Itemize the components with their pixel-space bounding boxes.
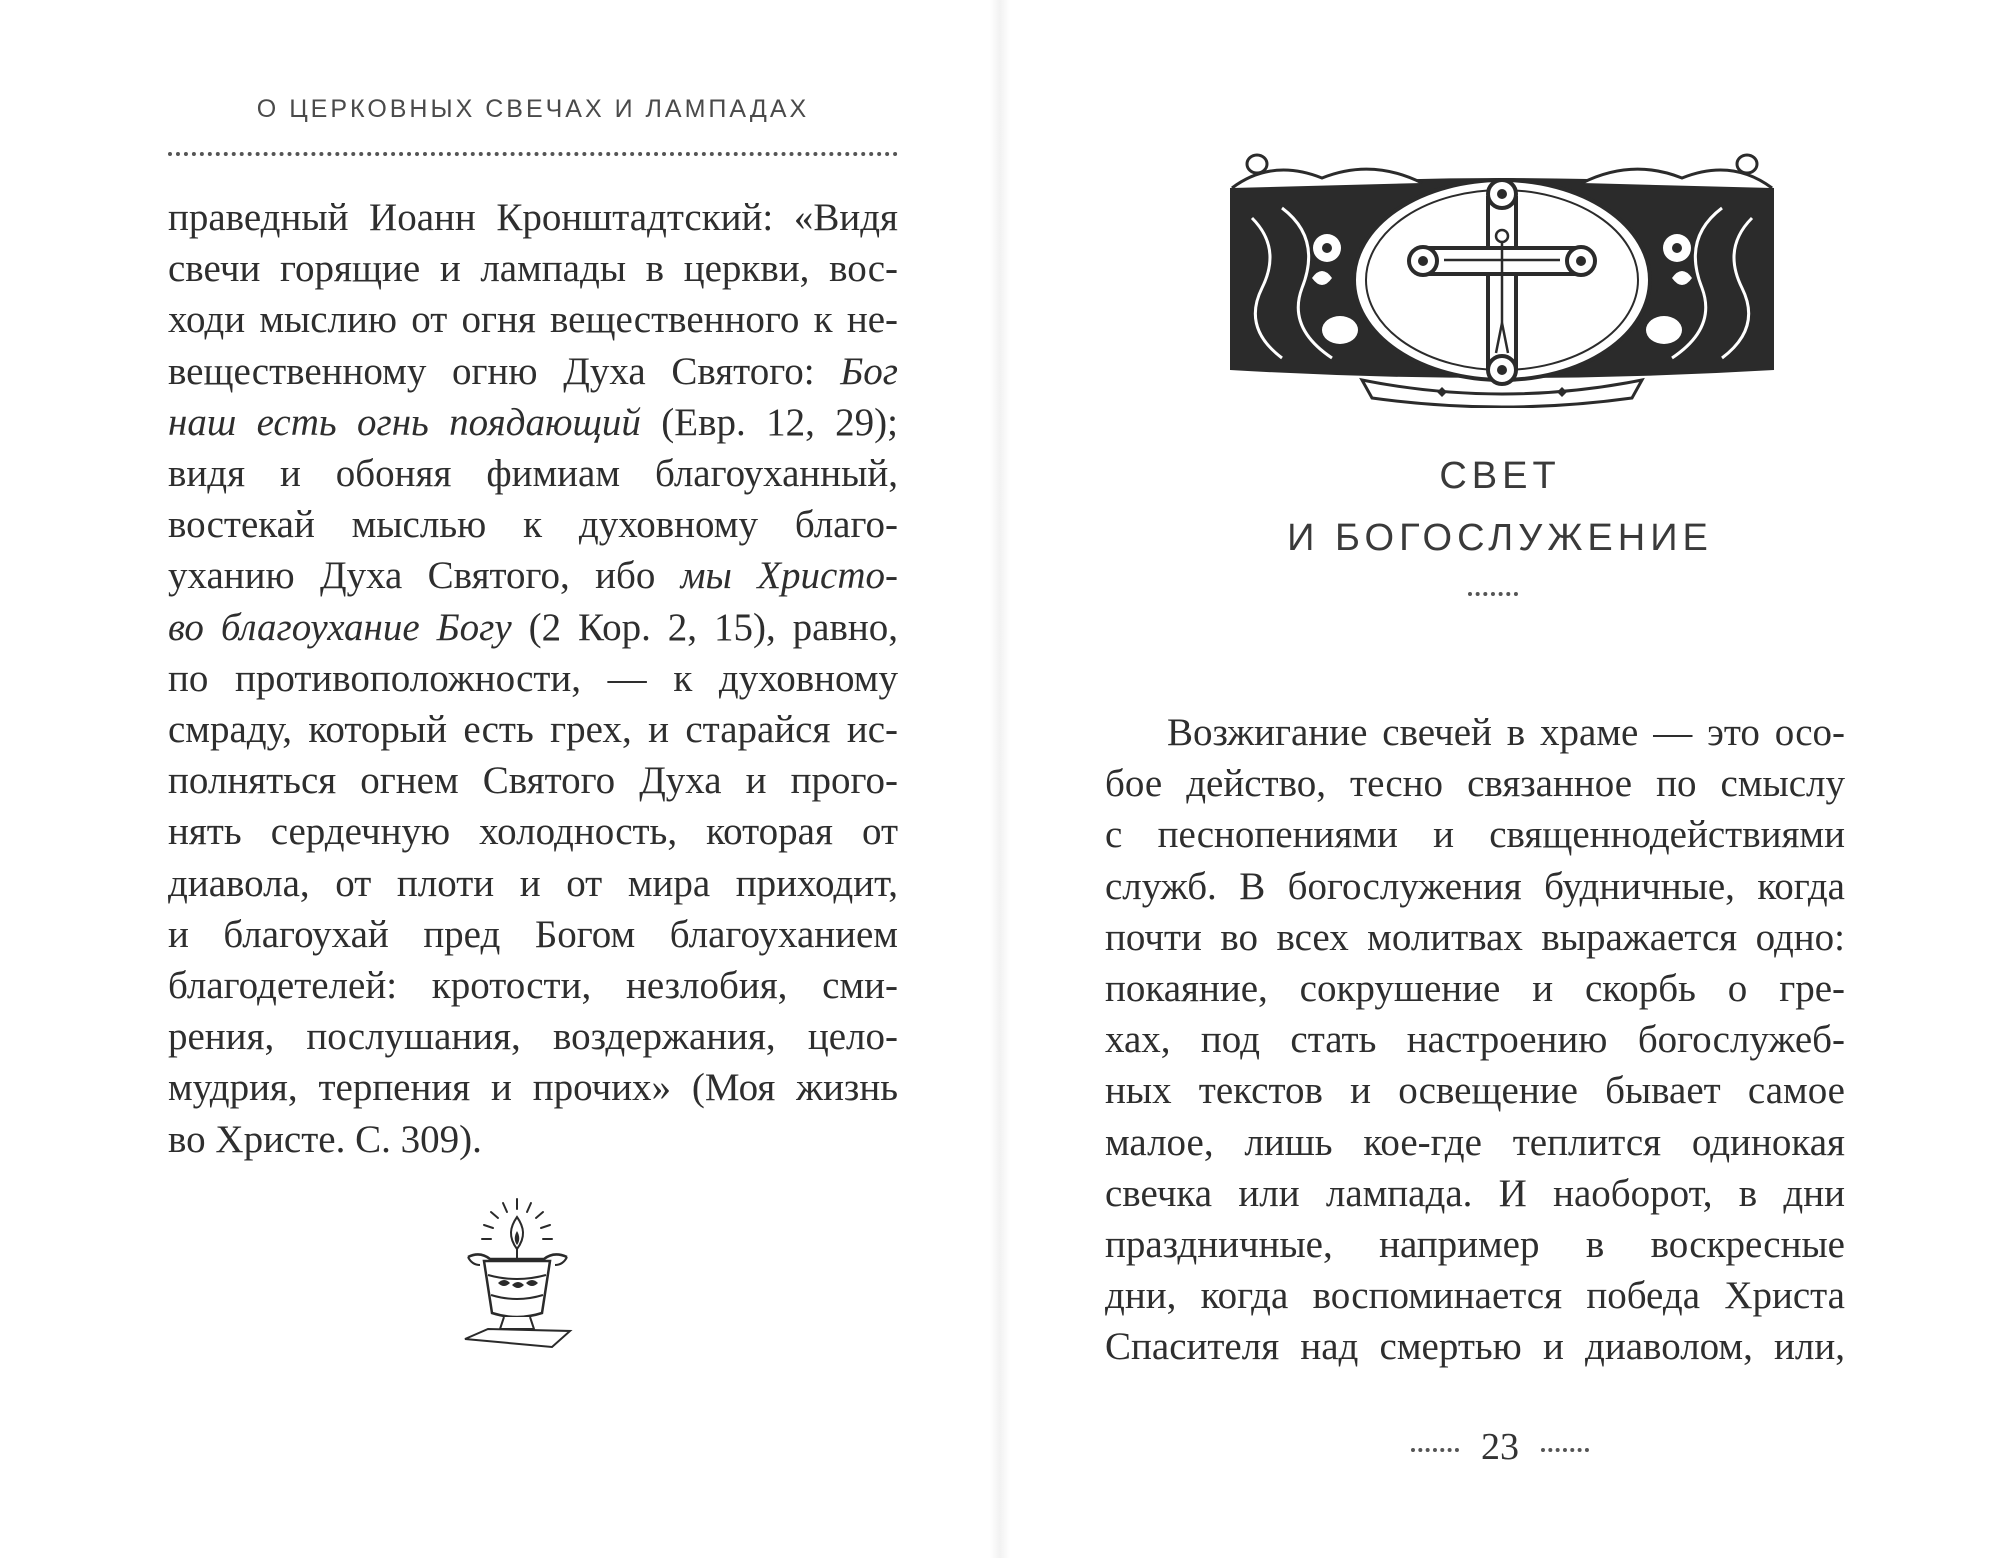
- text-line: свечи горящие и лампады в церкви, вос-: [168, 247, 898, 291]
- text-line: малое, лишь кое-где теплится одинокая: [1105, 1120, 1845, 1164]
- text-line: дни, когда воспоминается победа Христа: [1105, 1274, 1845, 1318]
- text-line: покаяние, сокрушение и скорбь о гре-: [1105, 967, 1845, 1011]
- text-line: уханию Духа Святого, ибо мы Христо-: [168, 554, 898, 598]
- italic-quote: Бог: [840, 349, 898, 393]
- left-page-text: [168, 192, 898, 1165]
- text-line: Спасителя над смертью и диаволом, или,: [1105, 1325, 1845, 1369]
- folio-dots: [1411, 1448, 1459, 1452]
- text-line: служб. В богослужения будничные, когда: [1105, 864, 1845, 908]
- text-line: вещественному огню Духа Святого: Бог: [168, 349, 898, 393]
- text-line: мудрия, терпения и прочих» (Моя жизнь: [168, 1066, 898, 1110]
- italic-quote: наш есть огнь поядающий: [168, 400, 641, 444]
- text-line: хах, под стать настроению богослужеб-: [1105, 1018, 1845, 1062]
- text-line: рения, послушания, воздержания, цело-: [168, 1015, 898, 1059]
- folio-dots: [1541, 1448, 1589, 1452]
- text-line: Возжигание свечей в храме — это осо-: [1167, 711, 1845, 754]
- cross-ornament-icon: [1212, 148, 1792, 408]
- text-line: нять сердечную холодность, которая от: [168, 810, 898, 854]
- text-line: ходи мыслию от огня вещественного к не-: [168, 298, 898, 342]
- text-line: свечка или лампада. И наоборот, в дни: [1105, 1171, 1845, 1215]
- text-line: смраду, который есть грех, и старайся ис-: [168, 708, 898, 752]
- lamp-icon: [460, 1195, 575, 1355]
- page-number: 23: [1481, 1426, 1519, 1468]
- text-line: праздничные, например в воскресные: [1105, 1223, 1845, 1267]
- text-line: и благоухай пред Богом благоуханием: [168, 912, 898, 956]
- chapter-title: СВЕТ: [1439, 455, 1561, 497]
- page-number-footer: [1000, 1425, 2000, 1469]
- italic-quote: во благоухание Богу: [168, 605, 512, 649]
- right-page: [1000, 0, 2000, 1558]
- text-line: почти во всех молитвах выражается одно:: [1105, 915, 1845, 959]
- text-line: праведный Иоанн Кронштадтский: «Видя: [168, 196, 898, 239]
- title-dots: [1468, 592, 1518, 596]
- chapter-title: И БОГОСЛУЖЕНИЕ: [1287, 517, 1713, 559]
- right-page-text: [1105, 707, 1845, 1373]
- italic-quote: мы Христо-: [680, 554, 898, 598]
- text-line: бое действо, тесно связанное по смыслу: [1105, 762, 1845, 806]
- text-line: видя и обоняя фимиам благоуханный,: [168, 452, 898, 496]
- text-line: благодетелей: кротости, незлобия, сми-: [168, 964, 898, 1008]
- text-line: с песнопениями и священнодействиями: [1105, 813, 1845, 857]
- running-head: О ЦЕРКОВНЫХ СВЕЧАХ И ЛАМПАДАХ: [256, 95, 810, 123]
- text-line: ных текстов и освещение бывает самое: [1105, 1069, 1845, 1113]
- text-line: диавола, от плоти и от мира приходит,: [168, 861, 898, 905]
- header-dotted-rule: [168, 152, 898, 156]
- text-line: наш есть огнь поядающий (Евр. 12, 29);: [168, 400, 898, 444]
- text-line: во Христе. С. 309).: [168, 1117, 482, 1161]
- text-line: востекай мыслью к духовному благо-: [168, 503, 898, 547]
- text-line: во благоухание Богу (2 Кор. 2, 15), равно,: [168, 605, 898, 649]
- text-line: по противоположности, — к духовному: [168, 656, 898, 700]
- text-line: полняться огнем Святого Духа и прого-: [168, 759, 898, 803]
